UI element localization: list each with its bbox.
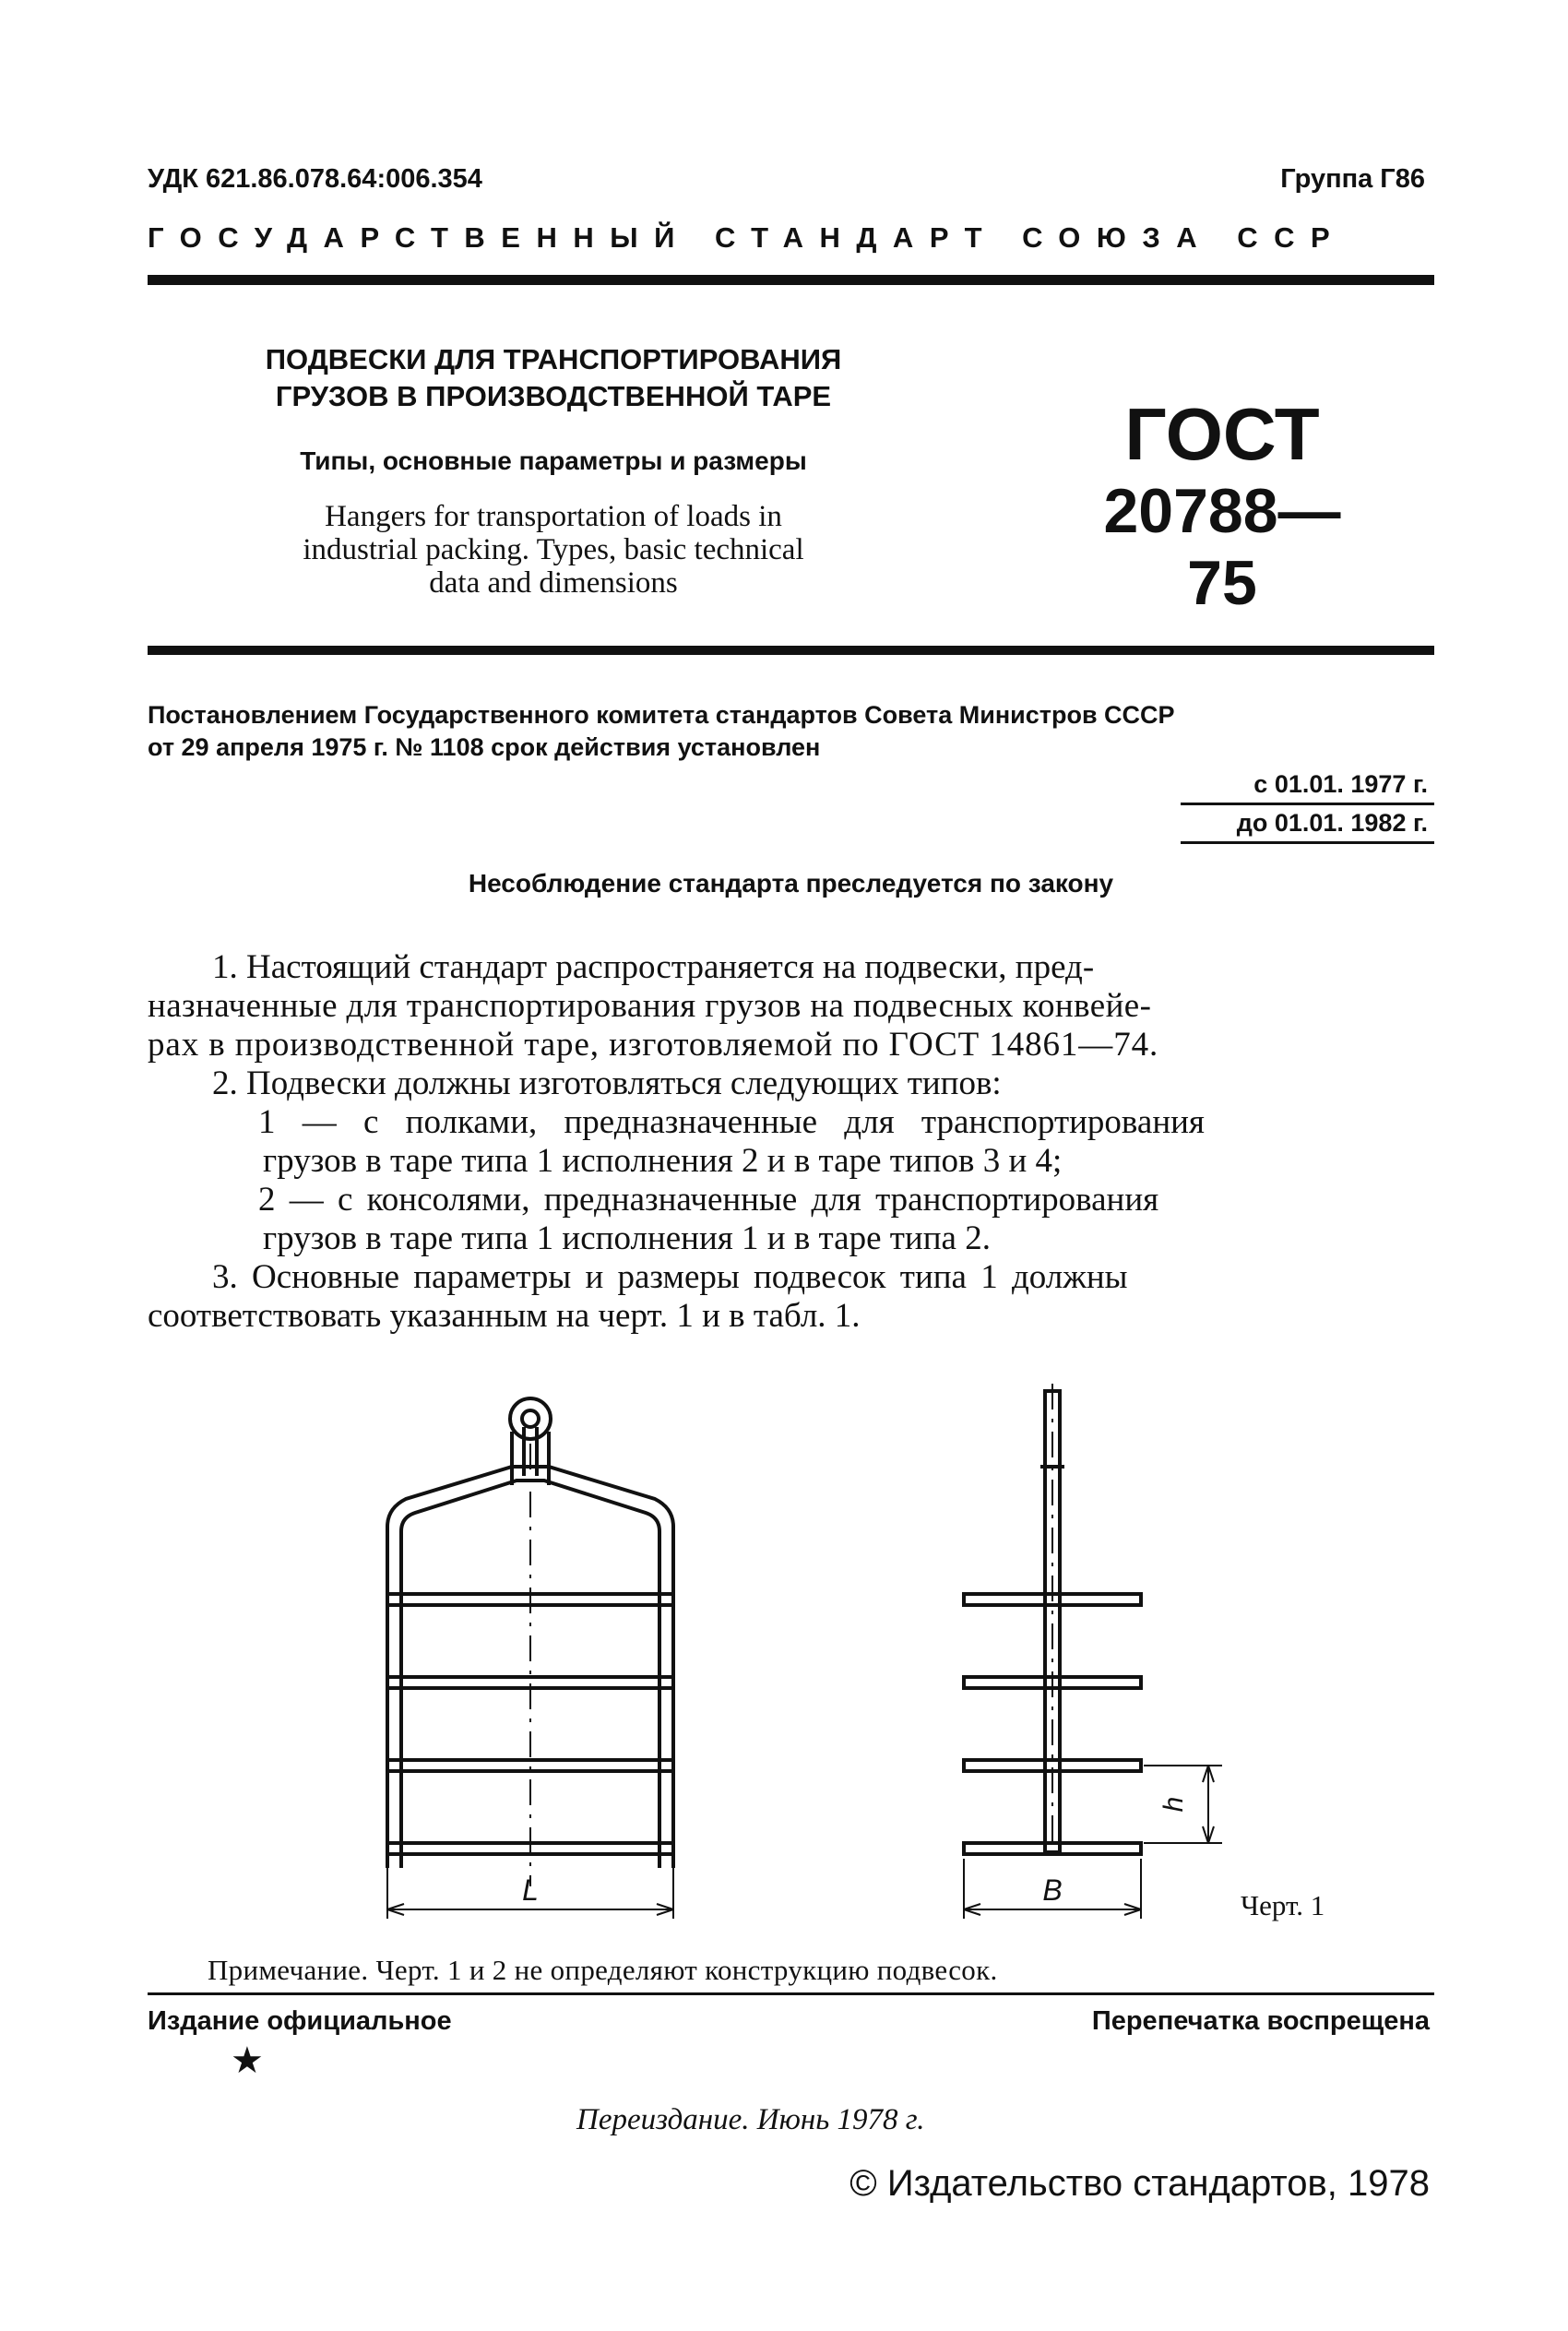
reprint-forbidden: Перепечатка воспрещена — [1091, 2006, 1430, 2036]
validity-from: с 01.01. 1977 г. — [1253, 770, 1428, 798]
header-thick-rule — [148, 275, 1434, 285]
paragraph-1-line-3: рах в производственной таре, изготовляемой по ГОСТ 14861—74. — [148, 1026, 1159, 1064]
type-2-line-1: 2 — с консолями, предназначенные для транспортирования — [258, 1181, 1159, 1219]
title-ru-line1: ПОДВЕСКИ ДЛЯ ТРАНСПОРТИРОВАНИЯ — [265, 343, 842, 375]
type-1-line-1: 1 — с полками, предназначенные для транспортирования — [258, 1103, 1205, 1141]
group-code: Группа Г86 — [1280, 164, 1425, 194]
copyright: © Издательство стандартов, 1978 — [849, 2163, 1430, 2204]
title-en-line2: industrial packing. Types, basic technical — [303, 533, 804, 566]
type-2-line-2: грузов в таре типа 1 исполнения 1 и в таре типа 2. — [263, 1219, 991, 1257]
paragraph-3-line-1: 3. Основные параметры и размеры подвесок типа 1 должны — [212, 1258, 1128, 1296]
title-ru-line2: ГРУЗОВ В ПРОИЗВОДСТВЕННОЙ ТАРЕ — [275, 380, 832, 412]
footer-rule — [148, 1992, 1434, 1995]
paragraph-1-line-1: 1. Настоящий стандарт распространяется на подвески, пред- — [212, 948, 1095, 986]
validity-to-underline — [1181, 841, 1434, 844]
title-en-line3: data and dimensions — [429, 566, 678, 600]
side-view — [964, 1384, 1141, 1854]
type-1-line-2: грузов в таре типа 1 исполнения 2 и в таре типов 3 и 4; — [263, 1142, 1063, 1180]
dimension-label-L: L — [522, 1873, 539, 1907]
decree-line1: Постановлением Государственного комитета стандартов Совета Министров СССР — [148, 701, 1175, 729]
state-standard-banner: ГОСУДАРСТВЕННЫЙ СТАНДАРТ СОЮЗА ССР — [148, 221, 1347, 254]
drawing-caption: Черт. 1 — [1241, 1889, 1325, 1921]
drawing-note: Примечание. Черт. 1 и 2 не определяют конструкцию подвесок. — [208, 1954, 998, 1986]
paragraph-3-line-2: соответствовать указанным на черт. 1 и в табл. 1. — [148, 1297, 861, 1335]
official-edition: Издание официальное — [148, 2006, 452, 2036]
validity-from-underline — [1181, 803, 1434, 805]
body-text — [148, 948, 1434, 1336]
paragraph-1-line-2: назначенные для транспортирования грузов на подвесных конвейе- — [148, 987, 1152, 1025]
paragraph-2-line-1: 2. Подвески должны изготовляться следующих типов: — [212, 1064, 1002, 1102]
dimension-label-B: B — [1042, 1873, 1063, 1907]
drawing-1 — [350, 1374, 1384, 1965]
reissue-note: Переиздание. Июнь 1978 г. — [576, 2103, 925, 2136]
front-view — [387, 1398, 673, 1886]
decree-line2: от 29 апреля 1975 г. № 1108 срок действия установлен — [148, 733, 821, 761]
title-en-line1: Hangers for transportation of loads in — [325, 500, 782, 533]
validity-to: до 01.01. 1982 г. — [1236, 809, 1428, 837]
title-subtitle: Типы, основные параметры и размеры — [300, 446, 807, 475]
star-icon: ★ — [231, 2040, 264, 2081]
gost-label: ГОСТ — [1124, 393, 1320, 475]
udk-code: УДК 621.86.078.64:006.354 — [148, 164, 482, 194]
dimension-label-h: h — [1158, 1796, 1189, 1813]
title-thick-rule — [148, 646, 1434, 655]
gost-number: 20788—75 — [1103, 476, 1341, 618]
legal-warning: Несоблюдение стандарта преследуется по закону — [468, 869, 1114, 898]
